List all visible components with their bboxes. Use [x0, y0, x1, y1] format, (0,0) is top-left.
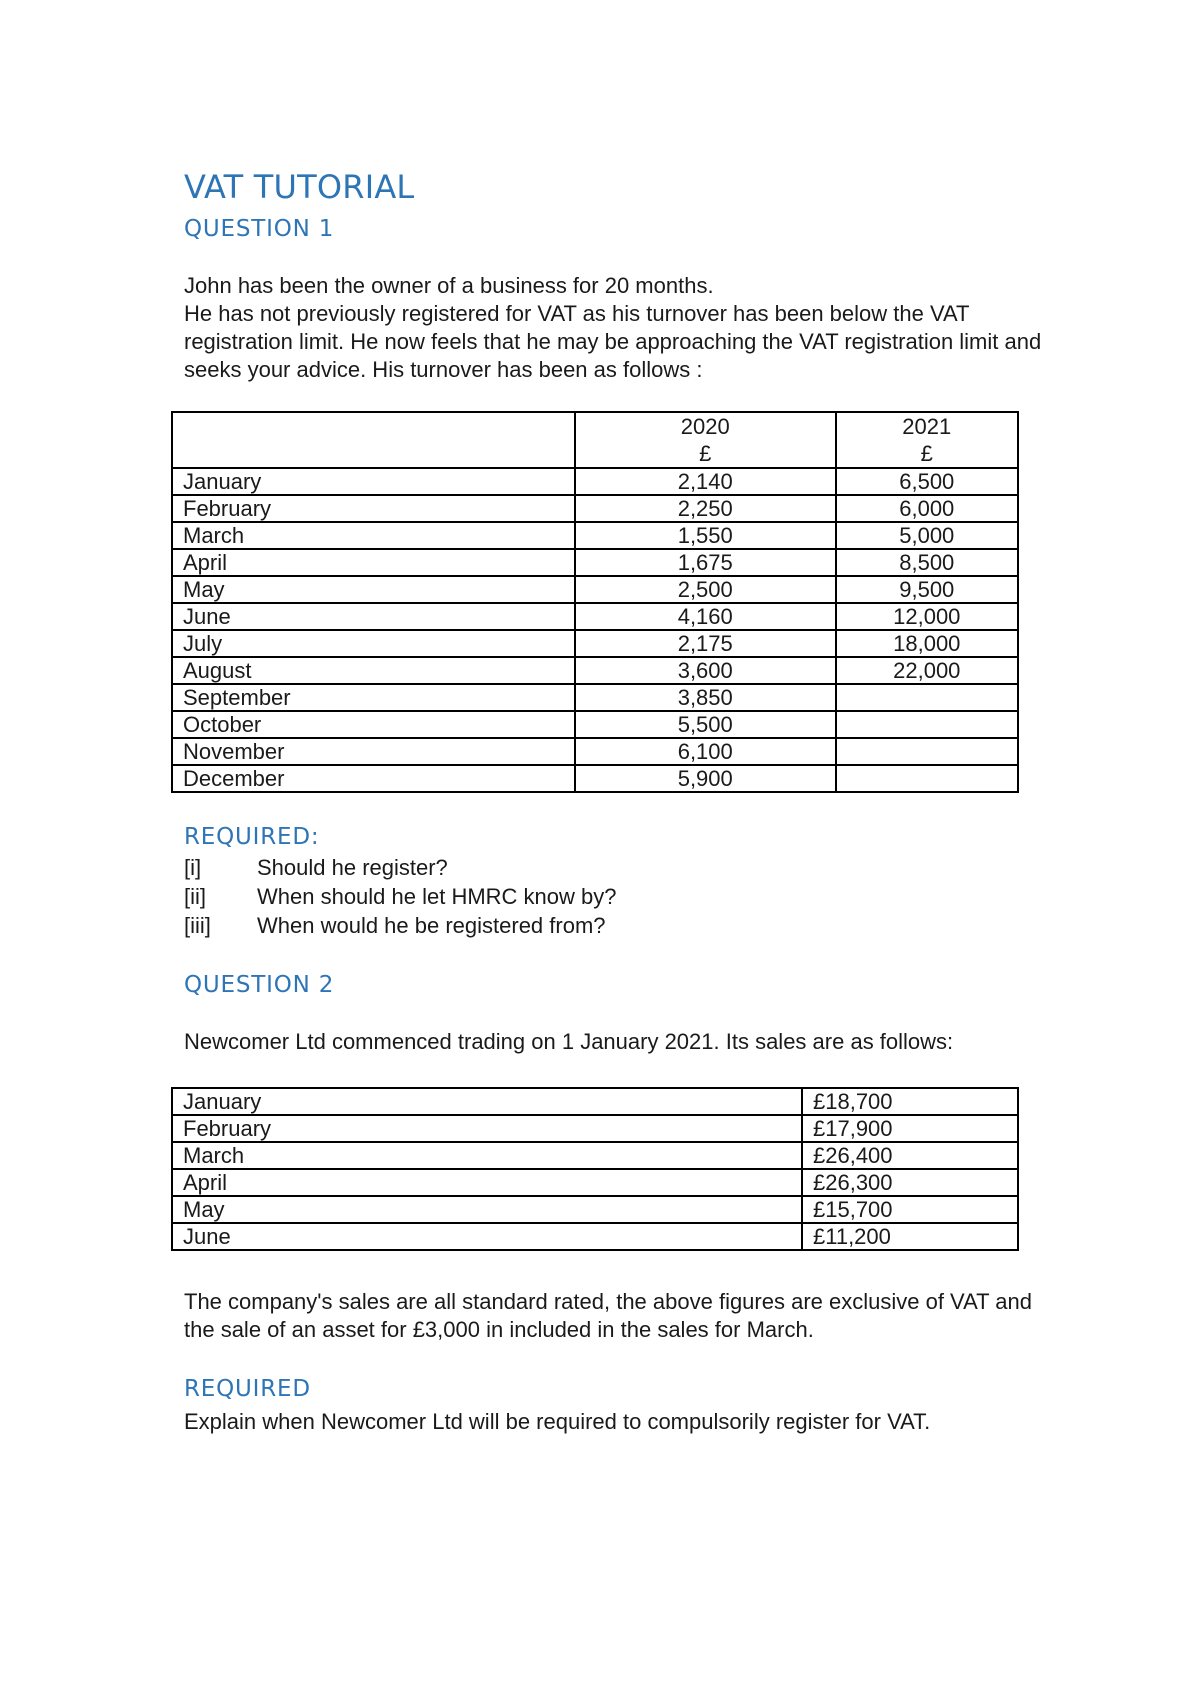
value-2020-cell: 5,500	[575, 711, 836, 738]
value-2021-cell: 5,000	[836, 522, 1018, 549]
list-item-number: [ii]	[184, 884, 206, 909]
value-2021-cell: 9,500	[836, 576, 1018, 603]
value-2021-cell: 6,500	[836, 468, 1018, 495]
table-row	[172, 468, 1018, 495]
header-2020-year: 2020	[680, 414, 730, 439]
value-2021-cell	[836, 738, 1018, 765]
value-2020-cell: 2,500	[575, 576, 836, 603]
value-2020-cell: 1,550	[575, 522, 836, 549]
table-row	[172, 1169, 1018, 1196]
list-item-text: When should he let HMRC know by?	[257, 884, 617, 909]
table-row	[172, 1142, 1018, 1169]
header-2020	[575, 412, 836, 468]
value-2020-cell: 2,175	[575, 630, 836, 657]
list-item-text: Should he register?	[257, 855, 448, 880]
value-2020-cell: 2,250	[575, 495, 836, 522]
list-item	[184, 853, 617, 882]
month-cell: June	[172, 1223, 802, 1250]
sales-value-cell: £15,700	[802, 1196, 1018, 1223]
intro-line-1: John has been the owner of a business for 20 months.	[184, 273, 714, 298]
sales-value-cell: £26,300	[802, 1169, 1018, 1196]
month-cell: January	[172, 1088, 802, 1115]
document-title: VAT TUTORIAL	[184, 168, 415, 206]
month-cell: February	[172, 495, 575, 522]
question-2-required-text: Explain when Newcomer Ltd will be required to compulsorily register for VAT.	[184, 1409, 931, 1434]
list-item	[184, 911, 617, 940]
table-row	[172, 495, 1018, 522]
month-cell: April	[172, 549, 575, 576]
month-cell: March	[172, 522, 575, 549]
table-row	[172, 549, 1018, 576]
list-item-text: When would he be registered from?	[257, 913, 606, 938]
table-row	[172, 1196, 1018, 1223]
table-row	[172, 1223, 1018, 1250]
question-1-required-heading: REQUIRED:	[184, 824, 320, 850]
header-blank-cell	[172, 412, 575, 468]
month-cell: November	[172, 738, 575, 765]
table-row	[172, 603, 1018, 630]
value-2021-cell	[836, 684, 1018, 711]
month-cell: December	[172, 765, 575, 792]
value-2021-cell: 12,000	[836, 603, 1018, 630]
month-cell: June	[172, 603, 575, 630]
month-cell: January	[172, 468, 575, 495]
header-2021-unit: £	[920, 441, 933, 466]
month-cell: February	[172, 1115, 802, 1142]
header-2021-year: 2021	[902, 414, 952, 439]
month-cell: May	[172, 1196, 802, 1223]
question-2-note: The company's sales are all standard rated, the above figures are exclusive of VAT and the sale of an asset for £3,000 in included in the sales for March.	[184, 1289, 1032, 1342]
month-cell: October	[172, 711, 575, 738]
value-2021-cell: 18,000	[836, 630, 1018, 657]
sales-value-cell: £26,400	[802, 1142, 1018, 1169]
value-2020-cell: 3,600	[575, 657, 836, 684]
value-2020-cell: 2,140	[575, 468, 836, 495]
question-2-intro: Newcomer Ltd commenced trading on 1 January 2021. Its sales are as follows:	[184, 1029, 954, 1054]
intro-line-2: He has not previously registered for VAT as his turnover has been below the VAT registration limit. He now feels that he may be approaching the VAT registration limit and seeks your advice. His turnover has been as follows :	[184, 301, 1042, 382]
header-2021	[836, 412, 1018, 468]
sales-table	[171, 1087, 1019, 1251]
table-row	[172, 684, 1018, 711]
table-row	[172, 522, 1018, 549]
table-row	[172, 738, 1018, 765]
list-item-number: [iii]	[184, 913, 211, 938]
table-row	[172, 765, 1018, 792]
question-2-heading: QUESTION 2	[184, 972, 335, 998]
sales-value-cell: £18,700	[802, 1088, 1018, 1115]
month-cell: August	[172, 657, 575, 684]
table-row	[172, 630, 1018, 657]
value-2021-cell: 22,000	[836, 657, 1018, 684]
table-row	[172, 657, 1018, 684]
table-row	[172, 1115, 1018, 1142]
month-cell: April	[172, 1169, 802, 1196]
sales-value-cell: £11,200	[802, 1223, 1018, 1250]
question-1-intro	[184, 272, 1064, 384]
value-2020-cell: 6,100	[575, 738, 836, 765]
table-header-row	[172, 412, 1018, 468]
sales-value-cell: £17,900	[802, 1115, 1018, 1142]
table-row	[172, 576, 1018, 603]
value-2020-cell: 5,900	[575, 765, 836, 792]
value-2020-cell: 1,675	[575, 549, 836, 576]
value-2020-cell: 3,850	[575, 684, 836, 711]
required-list	[184, 853, 617, 940]
value-2021-cell: 8,500	[836, 549, 1018, 576]
value-2021-cell	[836, 711, 1018, 738]
month-cell: May	[172, 576, 575, 603]
value-2020-cell: 4,160	[575, 603, 836, 630]
turnover-table	[171, 411, 1019, 793]
list-item	[184, 882, 617, 911]
question-2-required-heading: REQUIRED	[184, 1376, 311, 1402]
value-2021-cell: 6,000	[836, 495, 1018, 522]
value-2021-cell	[836, 765, 1018, 792]
table-row	[172, 711, 1018, 738]
list-item-number: [i]	[184, 855, 202, 880]
month-cell: September	[172, 684, 575, 711]
table-row	[172, 1088, 1018, 1115]
month-cell: March	[172, 1142, 802, 1169]
question-1-heading: QUESTION 1	[184, 216, 335, 242]
header-2020-unit: £	[699, 441, 712, 466]
month-cell: July	[172, 630, 575, 657]
